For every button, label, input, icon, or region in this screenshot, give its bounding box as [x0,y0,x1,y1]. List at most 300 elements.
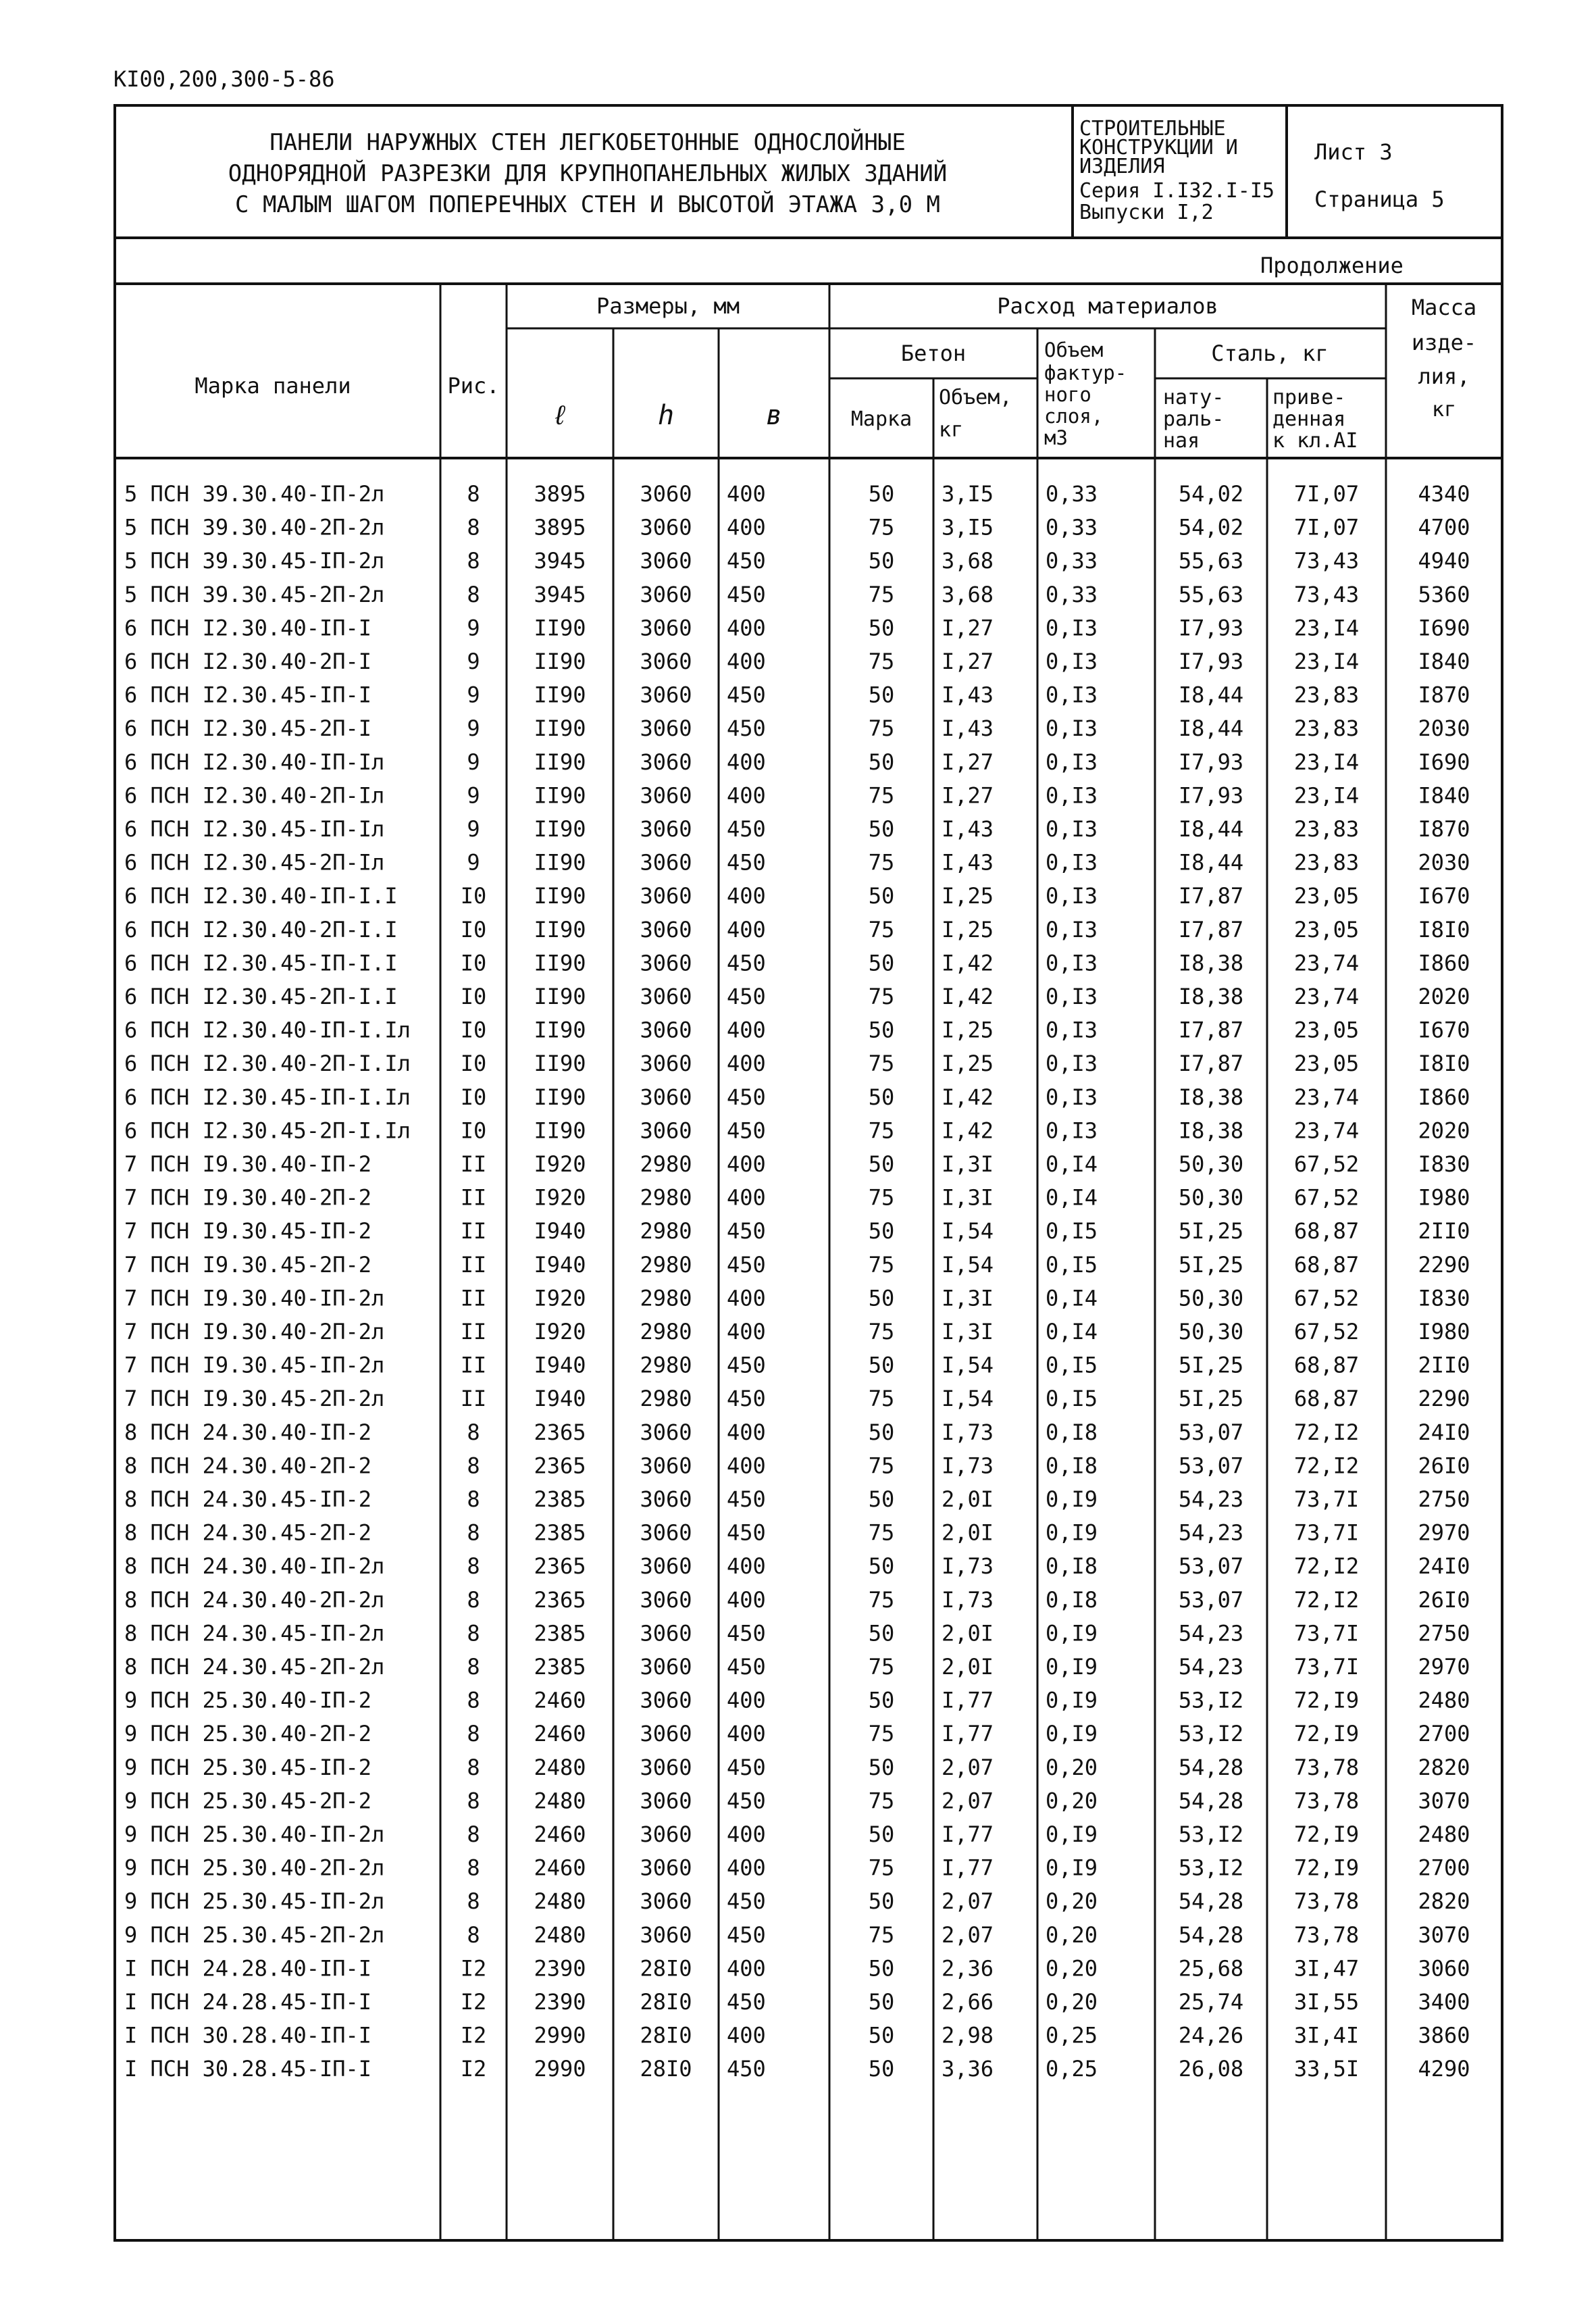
cell-texture-volume: 0,I9 [1046,1821,1098,1847]
header-steel-reduced-2: денная [1272,407,1346,431]
cell-brand: I ПСН 30.28.45-IП-I [124,2056,372,2082]
table-body [124,481,1470,2082]
cell-brand: 6 ПСН I2.30.45-IП-I [124,682,372,708]
cell-thickness: 400 [727,1687,766,1713]
cell-height: 3060 [640,1921,692,1948]
cell-texture-volume: 0,33 [1046,481,1098,507]
cell-brand: 6 ПСН I2.30.45-2П-Iл [124,849,385,876]
cell-mass: 2290 [1418,1386,1470,1412]
table-row [124,1721,1470,1746]
cell-brand: I ПСН 30.28.40-IП-I [124,2022,372,2048]
cell-thickness: 400 [727,1151,766,1177]
cell-thickness: 400 [727,1017,766,1043]
table-row [124,582,1470,607]
cell-length: II90 [534,1117,586,1144]
cell-height: 3060 [640,1687,692,1713]
cell-steel-natural: 54,28 [1178,1754,1244,1780]
cell-thickness: 450 [727,1386,766,1412]
cell-thickness: 450 [727,984,766,1009]
cell-height: 3060 [640,682,692,708]
cell-texture-volume: 0,I3 [1046,984,1098,1009]
cell-concrete-volume: 2,07 [942,1888,994,1915]
sheet-label: Лист 3 [1314,139,1393,165]
cell-steel-natural: 53,07 [1178,1419,1244,1445]
cell-length: II90 [534,1084,586,1110]
cell-steel-reduced: 73,78 [1293,1788,1360,1814]
cell-steel-natural: 50,30 [1178,1184,1244,1211]
cell-mass: 2II0 [1418,1218,1470,1244]
cell-concrete-volume: 2,0I [942,1654,994,1680]
cell-concrete-volume: I,54 [942,1352,994,1378]
cell-brand: 9 ПСН 25.30.40-IП-2 [124,1687,372,1713]
cell-steel-natural: 53,I2 [1178,1721,1244,1747]
cell-length: I940 [534,1352,586,1378]
cell-brand: 8 ПСН 24.30.40-2П-2л [124,1586,385,1613]
cell-texture-volume: 0,20 [1046,1754,1098,1780]
cell-concrete-volume: 2,07 [942,1921,994,1948]
table-row [124,984,1470,1009]
cell-length: II90 [534,984,586,1009]
cell-steel-natural: 26,08 [1178,2056,1244,2082]
table-row [124,1353,1470,1378]
table-row [124,1386,1470,1411]
cell-thickness: 450 [727,1788,766,1814]
cell-steel-reduced: 23,05 [1293,1017,1360,1043]
table-row [124,1553,1470,1579]
cell-thickness: 400 [727,1319,766,1344]
cell-concrete-volume: I,77 [942,1855,994,1881]
cell-length: 2460 [534,1821,586,1847]
table-row [124,1319,1470,1344]
cell-steel-reduced: 23,74 [1293,1084,1360,1110]
cell-height: 2980 [640,1386,692,1412]
cell-concrete-volume: I,43 [942,849,994,876]
cell-steel-natural: I7,87 [1178,1017,1244,1043]
page-label: Страница 5 [1314,186,1445,212]
cell-fig: 9 [467,715,480,742]
cell-height: 3060 [640,1051,692,1077]
cell-mass: 2970 [1418,1654,1470,1680]
cell-mass: 2030 [1418,849,1470,876]
cell-fig: 8 [467,1553,480,1580]
cell-steel-natural: 54,23 [1178,1620,1244,1646]
cell-fig: II [460,1184,487,1211]
cell-concrete-volume: I,27 [942,782,994,809]
cell-concrete-grade: 75 [868,1654,895,1680]
cell-mass: 2700 [1418,1721,1470,1747]
cell-length: 2460 [534,1721,586,1747]
table-row [124,1620,1470,1646]
cell-concrete-grade: 50 [868,1084,895,1110]
header-h: h [657,400,675,431]
cell-mass: 4700 [1418,514,1470,540]
cell-steel-reduced: 3I,55 [1293,1989,1360,2015]
cell-steel-natural: 24,26 [1178,2022,1244,2048]
cell-mass: 4290 [1418,2056,1470,2082]
cell-mass: 2480 [1418,1687,1470,1713]
cell-brand: 6 ПСН I2.30.45-2П-I.Iл [124,1117,411,1144]
cell-height: 3060 [640,514,692,540]
cell-concrete-volume: 2,07 [942,1788,994,1814]
cell-length: I940 [534,1218,586,1244]
cell-thickness: 450 [727,2056,766,2082]
cell-length: II90 [534,883,586,909]
cell-length: I920 [534,1151,586,1177]
cell-texture-volume: 0,20 [1046,1921,1098,1948]
cell-mass: I870 [1418,816,1470,842]
cell-steel-reduced: 72,I9 [1293,1855,1360,1881]
header-steel: Сталь, кг [1211,341,1329,366]
cell-length: 2365 [534,1586,586,1613]
header-b: в [765,400,783,431]
cell-thickness: 400 [727,1955,766,1982]
cell-texture-volume: 0,25 [1046,2056,1098,2082]
cell-texture-volume: 0,I3 [1046,782,1098,809]
cell-texture-volume: 0,I9 [1046,1486,1098,1512]
series-line-3: ИЗДЕЛИЯ [1079,155,1165,178]
cell-fig: 8 [467,1654,480,1680]
cell-concrete-grade: 50 [868,1989,895,2015]
cell-length: II90 [534,682,586,708]
cell-brand: 5 ПСН 39.30.40-2П-2л [124,514,385,540]
cell-height: 3060 [640,849,692,876]
cell-texture-volume: 0,I3 [1046,883,1098,909]
cell-concrete-grade: 50 [868,950,895,976]
table-row [124,850,1470,876]
cell-fig: 9 [467,849,480,876]
cell-texture-volume: 0,I5 [1046,1218,1098,1244]
cell-concrete-grade: 50 [868,1151,895,1177]
cell-fig: 8 [467,1788,480,1814]
cell-concrete-grade: 50 [868,615,895,641]
cell-steel-reduced: 67,52 [1293,1184,1360,1211]
cell-concrete-grade: 75 [868,916,895,942]
cell-concrete-volume: I,77 [942,1821,994,1847]
cell-height: 3060 [640,749,692,775]
cell-steel-natural: 54,28 [1178,1888,1244,1915]
cell-concrete-volume: 3,I5 [942,481,994,507]
cell-height: 2980 [640,1151,692,1177]
cell-texture-volume: 0,33 [1046,581,1098,607]
cell-height: 3060 [640,1788,692,1814]
table-row [124,649,1470,674]
cell-steel-natural: 50,30 [1178,1285,1244,1311]
cell-steel-natural: I7,93 [1178,615,1244,641]
cell-fig: 8 [467,581,480,607]
cell-thickness: 400 [727,1051,766,1077]
cell-fig: II [460,1352,487,1378]
cell-height: 3060 [640,1888,692,1915]
cell-mass: 4940 [1418,548,1470,574]
header-l: ℓ [551,400,569,431]
cell-concrete-grade: 75 [868,649,895,674]
cell-fig: I0 [460,916,487,942]
document-code: КI00,200,300-5-86 [113,66,335,92]
cell-steel-natural: I7,93 [1178,782,1244,809]
cell-brand: 8 ПСН 24.30.45-IП-2 [124,1486,372,1512]
cell-fig: I0 [460,950,487,976]
cell-mass: 3070 [1418,1788,1470,1814]
table-row [124,1855,1470,1881]
cell-texture-volume: 0,I3 [1046,816,1098,842]
cell-thickness: 450 [727,1620,766,1646]
cell-height: 3060 [640,715,692,742]
cell-concrete-volume: 2,0I [942,1620,994,1646]
cell-texture-volume: 0,20 [1046,1888,1098,1915]
cell-concrete-volume: I,3I [942,1285,994,1311]
cell-thickness: 450 [727,849,766,876]
cell-concrete-grade: 50 [868,1553,895,1580]
cell-steel-natural: 54,23 [1178,1519,1244,1546]
cell-steel-natural: 53,I2 [1178,1855,1244,1881]
cell-thickness: 450 [727,1251,766,1278]
header-texture-5: м3 [1044,426,1068,449]
cell-texture-volume: 0,I9 [1046,1519,1098,1546]
cell-concrete-grade: 75 [868,514,895,540]
cell-concrete-grade: 50 [868,682,895,708]
cell-texture-volume: 0,20 [1046,1989,1098,2015]
table-row [124,1788,1470,1813]
cell-height: 3060 [640,1519,692,1546]
table-row [124,1486,1470,1512]
cell-concrete-grade: 75 [868,1251,895,1278]
cell-height: 28I0 [640,1955,692,1982]
cell-concrete-volume: I,42 [942,1084,994,1110]
cell-mass: I690 [1418,749,1470,775]
cell-fig: 8 [467,1687,480,1713]
cell-height: 3060 [640,883,692,909]
cell-concrete-volume: I,73 [942,1553,994,1580]
cell-steel-reduced: 23,83 [1293,682,1360,708]
cell-concrete-grade: 75 [868,849,895,876]
cell-thickness: 400 [727,2022,766,2048]
cell-steel-natural: 5I,25 [1178,1386,1244,1412]
cell-thickness: 400 [727,1184,766,1211]
series-line-2: КОНСТРУКЦИИ И [1079,136,1238,159]
cell-texture-volume: 0,I3 [1046,916,1098,942]
cell-steel-reduced: 23,I4 [1293,615,1360,641]
cell-brand: 6 ПСН I2.30.40-IП-Iл [124,749,385,775]
cell-concrete-volume: 2,0I [942,1486,994,1512]
cell-steel-reduced: 73,78 [1293,1754,1360,1780]
cell-brand: 5 ПСН 39.30.40-IП-2л [124,481,385,507]
table-row [124,1888,1470,1914]
cell-concrete-volume: I,77 [942,1721,994,1747]
cell-height: 3060 [640,1754,692,1780]
cell-concrete-volume: I,42 [942,984,994,1009]
cell-steel-natural: I7,93 [1178,749,1244,775]
cell-texture-volume: 0,25 [1046,2022,1098,2048]
header-texture-2: фактур- [1044,361,1127,384]
header-brand: Марка панели [195,373,351,399]
cell-length: II90 [534,1017,586,1043]
cell-steel-reduced: 73,7I [1293,1654,1360,1680]
cell-fig: I0 [460,1117,487,1144]
cell-concrete-grade: 50 [868,2022,895,2048]
cell-fig: I0 [460,883,487,909]
cell-fig: II [460,1218,487,1244]
cell-concrete-grade: 50 [868,1888,895,1915]
cell-steel-natural: 54,02 [1178,514,1244,540]
cell-mass: 24I0 [1418,1419,1470,1445]
cell-steel-natural: I8,44 [1178,849,1244,876]
cell-mass: 24I0 [1418,1553,1470,1580]
cell-steel-reduced: 23,83 [1293,816,1360,842]
cell-concrete-grade: 50 [868,1754,895,1780]
cell-steel-reduced: 23,83 [1293,715,1360,742]
cell-height: 3060 [640,1654,692,1680]
table-row [124,1755,1470,1780]
table-row [124,816,1470,842]
cell-mass: I980 [1418,1184,1470,1211]
cell-steel-reduced: 72,I2 [1293,1419,1360,1445]
cell-mass: 3070 [1418,1921,1470,1948]
cell-length: 2385 [534,1654,586,1680]
cell-steel-natural: 54,02 [1178,481,1244,507]
cell-mass: 2030 [1418,715,1470,742]
table-row [124,1989,1470,2015]
header-fig: Рис. [447,373,500,399]
cell-mass: 2480 [1418,1821,1470,1847]
cell-concrete-volume: I,3I [942,1319,994,1344]
cell-thickness: 450 [727,548,766,574]
cell-height: 3060 [640,1117,692,1144]
cell-steel-reduced: 33,5I [1293,2056,1360,2082]
cell-height: 3060 [640,816,692,842]
cell-fig: 8 [467,1754,480,1780]
table-row [124,883,1470,909]
cell-steel-natural: I8,38 [1178,1084,1244,1110]
cell-mass: I670 [1418,1017,1470,1043]
cell-height: 2980 [640,1184,692,1211]
table-row [124,1252,1470,1278]
cell-fig: I0 [460,984,487,1009]
cell-brand: 9 ПСН 25.30.45-2П-2 [124,1788,372,1814]
cell-steel-reduced: 68,87 [1293,1251,1360,1278]
cell-concrete-volume: I,54 [942,1251,994,1278]
cell-concrete-volume: 3,36 [942,2056,994,2082]
cell-texture-volume: 0,I4 [1046,1151,1098,1177]
cell-brand: 6 ПСН I2.30.40-2П-I.Iл [124,1051,411,1077]
cell-length: II90 [534,950,586,976]
cell-texture-volume: 0,I9 [1046,1855,1098,1881]
cell-concrete-grade: 50 [868,883,895,909]
cell-fig: I2 [460,1989,487,2015]
cell-texture-volume: 0,I9 [1046,1654,1098,1680]
cell-steel-reduced: 73,43 [1293,548,1360,574]
cell-brand: I ПСН 24.28.45-IП-I [124,1989,372,2015]
cell-brand: 9 ПСН 25.30.45-IП-2л [124,1888,385,1915]
cell-height: 3060 [640,916,692,942]
cell-concrete-grade: 50 [868,1687,895,1713]
cell-mass: I670 [1418,883,1470,909]
cell-steel-natural: I7,87 [1178,916,1244,942]
cell-steel-reduced: 73,78 [1293,1888,1360,1915]
table-row [124,715,1470,741]
cell-thickness: 400 [727,514,766,540]
table-row [124,950,1470,976]
cell-concrete-volume: I,54 [942,1386,994,1412]
cell-brand: 9 ПСН 25.30.40-IП-2л [124,1821,385,1847]
cell-steel-natural: 54,28 [1178,1788,1244,1814]
cell-fig: 9 [467,749,480,775]
cell-texture-volume: 0,I9 [1046,1721,1098,1747]
cell-brand: 5 ПСН 39.30.45-2П-2л [124,581,385,607]
cell-steel-natural: I7,87 [1178,1051,1244,1077]
cell-concrete-volume: 3,68 [942,548,994,574]
cell-brand: 7 ПСН I9.30.40-2П-2л [124,1319,385,1344]
cell-height: 3060 [640,1821,692,1847]
header-concrete-volume-2: кг [939,418,964,442]
cell-brand: 8 ПСН 24.30.45-IП-2л [124,1620,385,1646]
cell-steel-natural: 50,30 [1178,1151,1244,1177]
cell-steel-reduced: 23,83 [1293,849,1360,876]
cell-height: 3060 [640,984,692,1009]
cell-steel-natural: 25,74 [1178,1989,1244,2015]
cell-thickness: 450 [727,1519,766,1546]
cell-brand: 6 ПСН I2.30.45-IП-I.Iл [124,1084,411,1110]
cell-mass: 3860 [1418,2022,1470,2048]
cell-thickness: 400 [727,1721,766,1747]
cell-concrete-volume: I,3I [942,1184,994,1211]
header-steel-natural-3: ная [1163,429,1200,453]
cell-length: I940 [534,1386,586,1412]
cell-brand: 7 ПСН I9.30.40-IП-2л [124,1285,385,1311]
cell-concrete-volume: I,43 [942,715,994,742]
cell-texture-volume: 0,I3 [1046,1017,1098,1043]
cell-fig: 8 [467,481,480,507]
cell-brand: 6 ПСН I2.30.45-2П-I [124,715,372,742]
cell-thickness: 450 [727,1754,766,1780]
cell-fig: 8 [467,1419,480,1445]
cell-fig: 9 [467,649,480,674]
header-texture-1: Объем [1044,338,1104,361]
cell-texture-volume: 0,I5 [1046,1386,1098,1412]
cell-mass: I860 [1418,1084,1470,1110]
cell-fig: I2 [460,2056,487,2082]
cell-height: 3060 [640,1486,692,1512]
cell-fig: II [460,1319,487,1344]
cell-length: 2385 [534,1486,586,1512]
cell-steel-reduced: 72,I9 [1293,1721,1360,1747]
cell-steel-reduced: 68,87 [1293,1386,1360,1412]
cell-length: 2385 [534,1620,586,1646]
cell-fig: I0 [460,1084,487,1110]
cell-thickness: 450 [727,1117,766,1144]
cell-concrete-volume: I,73 [942,1453,994,1479]
cell-height: 3060 [640,1084,692,1110]
cell-mass: I840 [1418,649,1470,674]
cell-fig: 8 [467,1620,480,1646]
cell-steel-reduced: 68,87 [1293,1352,1360,1378]
cell-fig: 8 [467,1586,480,1613]
cell-steel-reduced: 67,52 [1293,1151,1360,1177]
cell-steel-reduced: 23,74 [1293,1117,1360,1144]
cell-steel-reduced: 23,05 [1293,916,1360,942]
cell-concrete-grade: 75 [868,581,895,607]
table-row [124,548,1470,574]
continued-label: Продолжение [1260,253,1404,278]
cell-steel-reduced: 72,I2 [1293,1453,1360,1479]
cell-length: II90 [534,715,586,742]
cell-mass: 2750 [1418,1486,1470,1512]
cell-texture-volume: 0,I3 [1046,1051,1098,1077]
cell-fig: I2 [460,1955,487,1982]
header-steel-natural-2: раль- [1163,407,1225,431]
cell-concrete-volume: I,3I [942,1151,994,1177]
cell-steel-reduced: 23,I4 [1293,749,1360,775]
cell-fig: I0 [460,1051,487,1077]
